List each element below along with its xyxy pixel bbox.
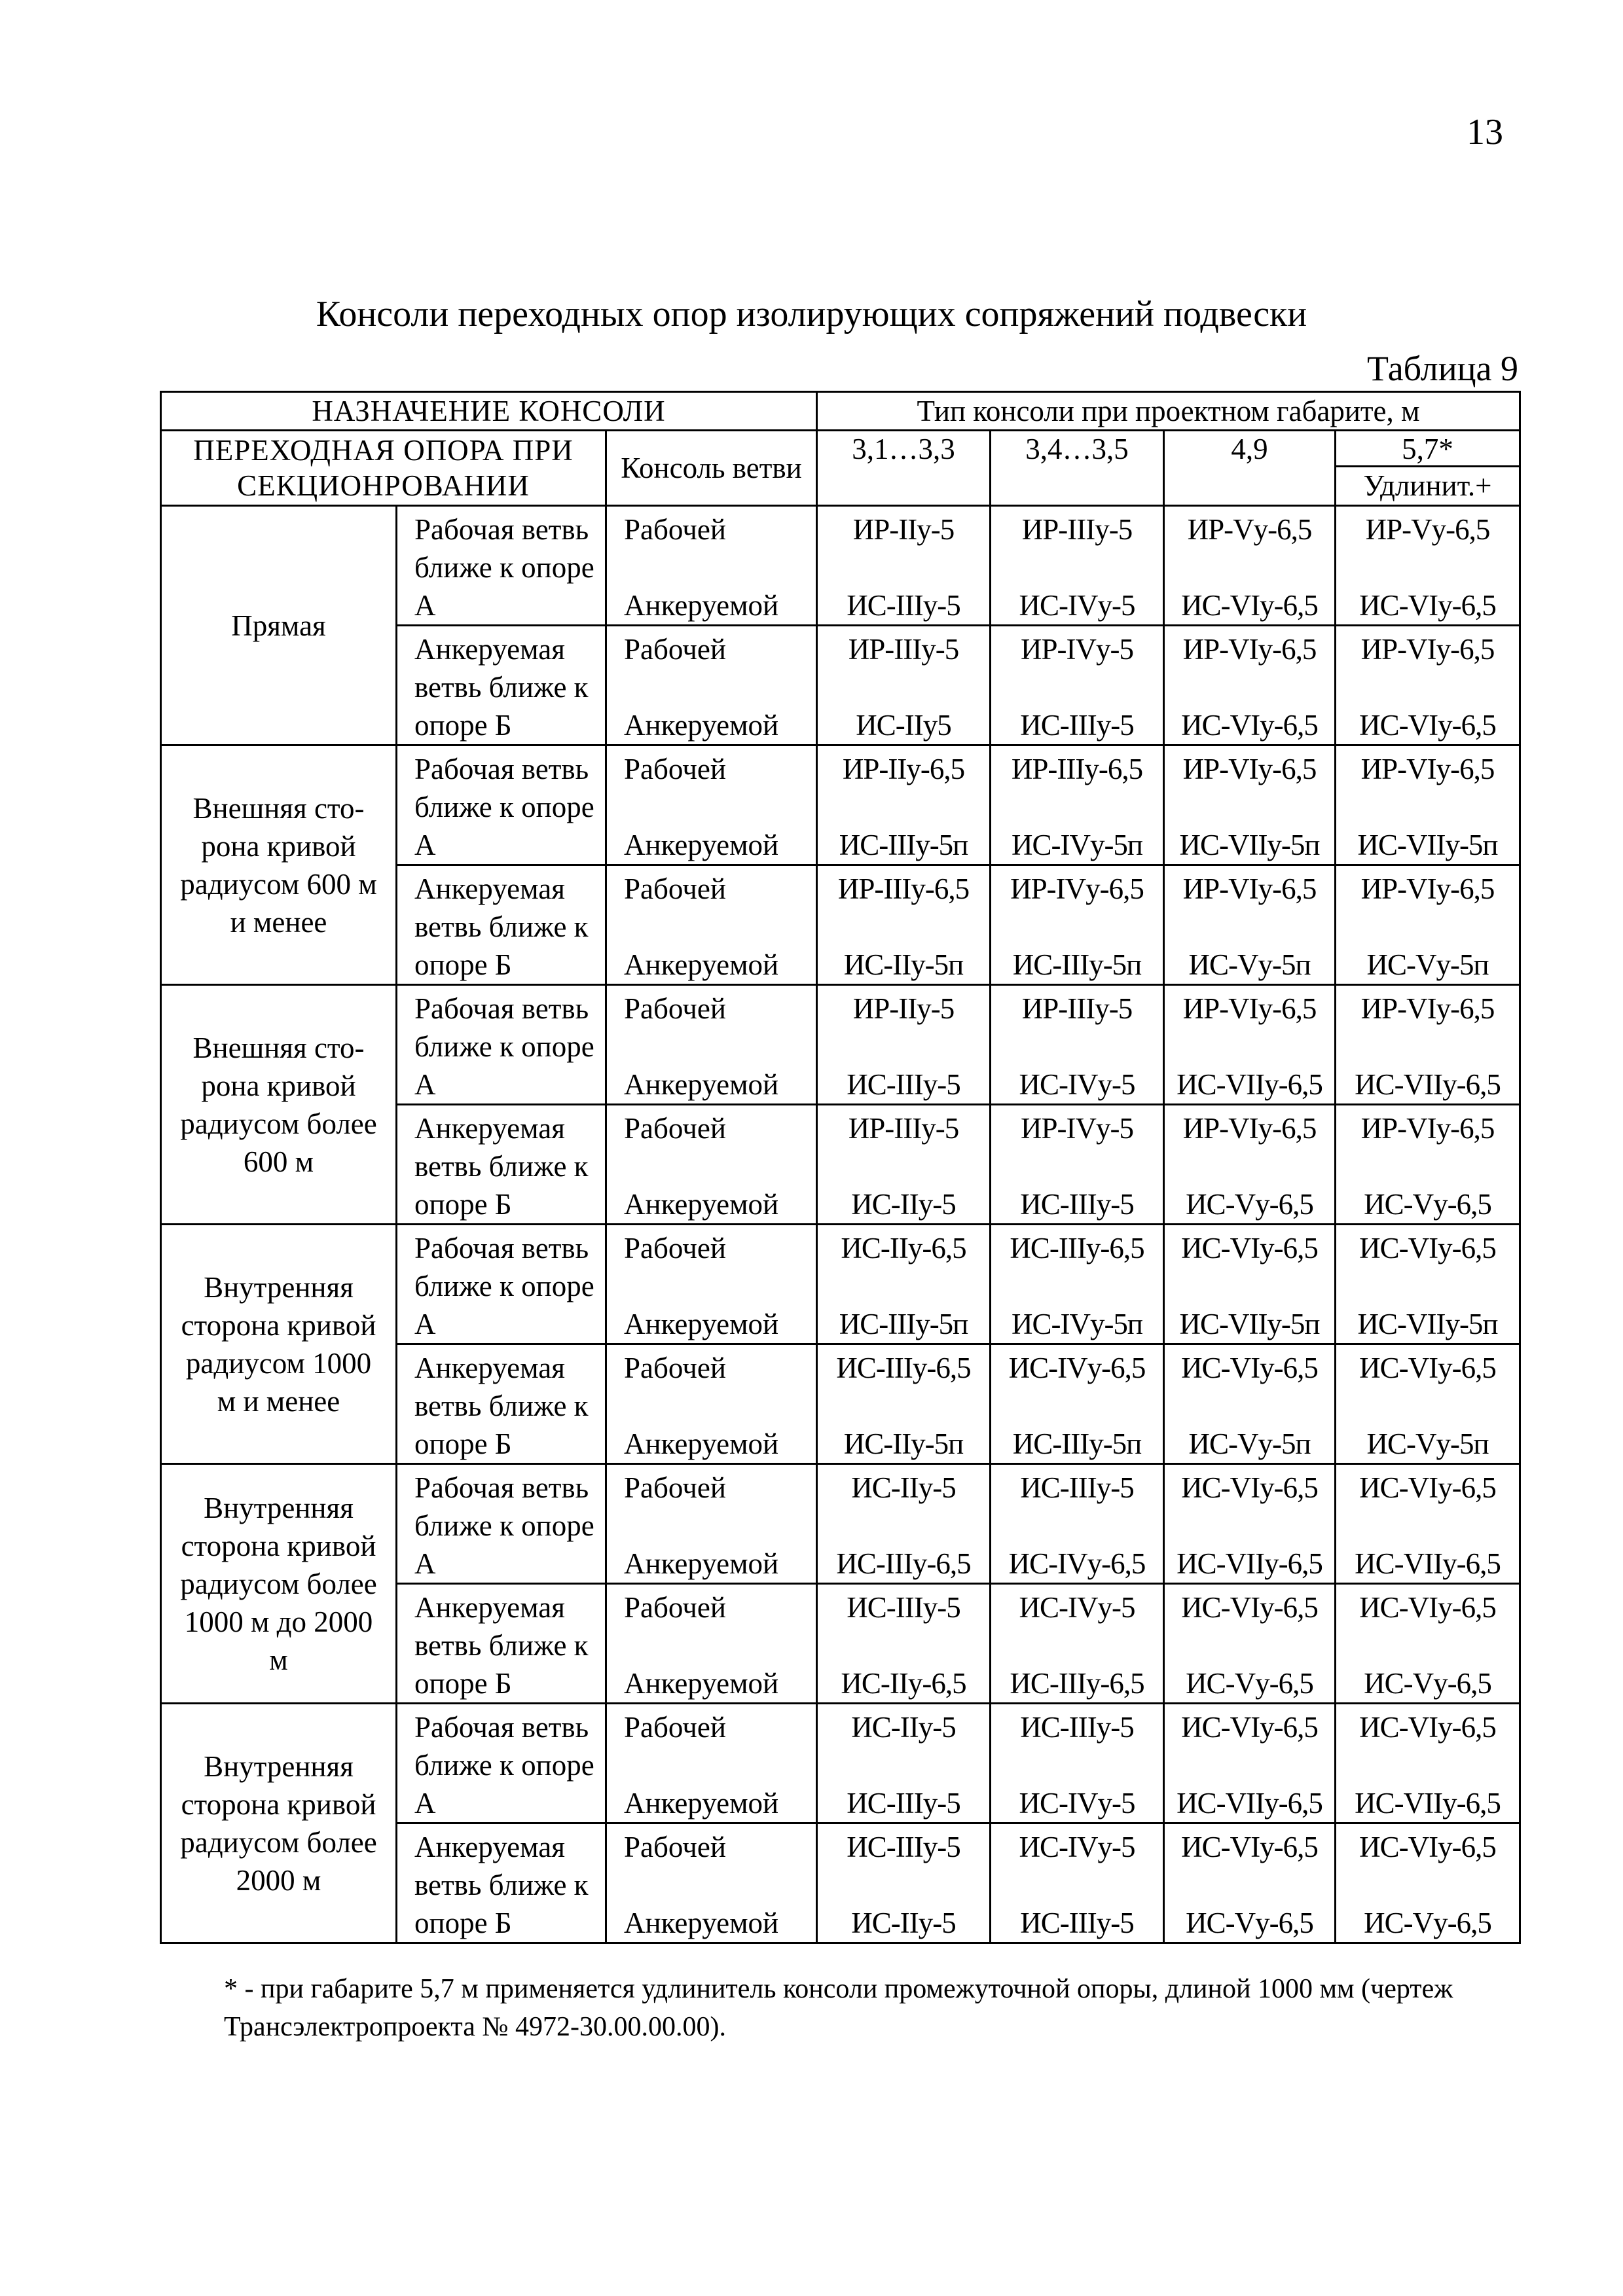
console-type-working: ИР-VIу-6,5 — [1182, 992, 1317, 1025]
console-type-cell — [1336, 985, 1520, 1105]
console-type-cell — [1336, 506, 1520, 626]
console-type-cell — [991, 1584, 1164, 1704]
console-type-working: ИС-IIу-6,5 — [841, 1232, 966, 1265]
support-location: Внутренняя сторона кривой радиусом 1000 м и менее — [181, 1270, 376, 1418]
console-type-cell — [1336, 745, 1520, 865]
table-title: Консоли переходных опор изолирующих сопряжений подвески — [316, 294, 1307, 334]
console-type-working: ИС-IIIу-5 — [847, 1591, 960, 1624]
console-type-cell — [991, 985, 1164, 1105]
console-type-cell — [1164, 626, 1336, 745]
branch-cell: Анкеруемая ветвь ближе к опоре Б — [397, 1344, 606, 1464]
footnote: * - при габарите 5,7 м применяется удлинитель консоли промежуточной опоры, длиной 1000 мм (чертеж Трансэлектропроекта № 4972-30.00.00.00). — [224, 1974, 1453, 2042]
support-location-cell — [161, 1704, 397, 1943]
console-type-working: ИР-VIу-6,5 — [1182, 753, 1317, 785]
console-type-anchored: ИС-IIу5 — [856, 709, 951, 742]
console-type-cell — [1164, 865, 1336, 985]
console-type-working: ИР-VIу-6,5 — [1360, 633, 1495, 666]
console-working: Рабочей — [624, 513, 726, 546]
console-type-cell — [1164, 1105, 1336, 1225]
branch-cell: Рабочая ветвь ближе к опоре А — [397, 1225, 606, 1344]
console-type-working: ИР-VIу-6,5 — [1182, 1112, 1317, 1145]
console-type-working: ИР-IVу-5 — [1021, 633, 1133, 666]
console-type-cell — [817, 1823, 991, 1943]
gabarit-4-header — [1336, 431, 1520, 506]
table-row — [161, 985, 1520, 1105]
branch-cell: Рабочая ветвь ближе к опоре А — [397, 745, 606, 865]
header-row-1 — [161, 392, 1520, 431]
console-type-working: ИС-VIу-6,5 — [1181, 1232, 1318, 1265]
console-type-cell — [1336, 1704, 1520, 1823]
console-working: Рабочей — [624, 872, 726, 905]
console-type-working: ИС-VIу-6,5 — [1181, 1831, 1318, 1863]
console-type-working: ИР-IIIу-5 — [848, 1112, 959, 1145]
console-type-working: ИС-VIу-6,5 — [1359, 1591, 1496, 1624]
console-type-working: ИР-IIу-5 — [852, 513, 955, 546]
console-type-cell — [991, 1225, 1164, 1344]
console-anchored: Анкеруемой — [624, 1308, 779, 1340]
console-branch-cell — [606, 985, 817, 1105]
console-type-cell — [1336, 1823, 1520, 1943]
console-working: Рабочей — [624, 1831, 726, 1863]
console-type-anchored: ИС-IIу-5 — [851, 1907, 956, 1939]
console-type-anchored: ИС-Vу-6,5 — [1364, 1907, 1491, 1939]
console-type-anchored: ИС-IVу-5п — [1011, 829, 1143, 861]
console-type-working: ИР-VIу-6,5 — [1182, 872, 1317, 905]
console-type-anchored: ИС-IIIу-5 — [847, 1787, 960, 1820]
console-branch-header: Консоль ветви — [606, 431, 817, 506]
console-type-anchored: ИС-IIIу-6,5 — [836, 1547, 971, 1580]
console-type-anchored: ИС-IVу-5 — [1019, 1068, 1135, 1101]
console-branch-cell — [606, 506, 817, 626]
console-type-cell — [1164, 1584, 1336, 1704]
console-type-anchored: ИС-VIIу-6,5 — [1176, 1547, 1322, 1580]
console-working: Рабочей — [624, 1112, 726, 1145]
console-type-working: ИС-IVу-6,5 — [1008, 1352, 1146, 1384]
type-group-header: Тип консоли при проектном габарите, м — [817, 392, 1520, 431]
table-row — [161, 745, 1520, 865]
console-type-working: ИР-IIIу-6,5 — [1011, 753, 1143, 785]
console-branch-cell — [606, 1464, 817, 1584]
console-type-cell — [817, 1704, 991, 1823]
console-type-working: ИС-VIу-6,5 — [1359, 1831, 1496, 1863]
console-anchored: Анкеруемой — [624, 1068, 779, 1101]
console-type-anchored: ИС-Vу-6,5 — [1364, 1188, 1491, 1221]
console-type-anchored: ИС-VIIу-6,5 — [1176, 1068, 1322, 1101]
console-branch-cell — [606, 1823, 817, 1943]
console-type-anchored: ИС-VIу-6,5 — [1359, 589, 1496, 622]
console-type-anchored: ИС-VIу-6,5 — [1181, 709, 1318, 742]
console-type-working: ИР-IIIу-5 — [848, 633, 959, 666]
console-type-cell — [817, 506, 991, 626]
console-type-cell — [991, 865, 1164, 985]
console-type-working: ИС-VIу-6,5 — [1181, 1591, 1318, 1624]
console-type-working: ИС-IIIу-5 — [1020, 1471, 1134, 1504]
console-type-anchored: ИС-Vу-6,5 — [1364, 1667, 1491, 1700]
purpose-header: НАЗНАЧЕНИЕ КОНСОЛИ — [161, 392, 817, 431]
console-type-cell — [817, 1464, 991, 1584]
gabarit-3-header: 4,9 — [1164, 431, 1336, 506]
console-type-working: ИР-IIу-6,5 — [842, 753, 965, 785]
support-location-cell — [161, 745, 397, 985]
console-type-cell — [817, 1344, 991, 1464]
console-type-anchored: ИС-IVу-5 — [1019, 1787, 1135, 1820]
console-type-cell — [817, 985, 991, 1105]
branch-cell: Анкеруемая ветвь ближе к опоре Б — [397, 1584, 606, 1704]
console-working: Рабочей — [624, 753, 726, 785]
console-type-anchored: ИС-IIIу-6,5 — [1010, 1667, 1144, 1700]
console-type-cell — [991, 1105, 1164, 1225]
console-type-anchored: ИС-VIIу-6,5 — [1355, 1068, 1501, 1101]
console-type-cell — [1164, 745, 1336, 865]
console-branch-cell — [606, 1344, 817, 1464]
console-working: Рабочей — [624, 1352, 726, 1384]
console-anchored: Анкеруемой — [624, 1427, 779, 1460]
console-type-anchored: ИС-Vу-5п — [1188, 1427, 1311, 1460]
console-type-cell — [1336, 1584, 1520, 1704]
console-type-cell — [1164, 1344, 1336, 1464]
console-type-working: ИС-IIу-5 — [851, 1711, 956, 1744]
header-row-2 — [161, 431, 1520, 506]
console-type-working: ИР-Vу-6,5 — [1365, 513, 1490, 546]
console-type-cell — [1336, 1464, 1520, 1584]
console-type-working: ИР-IVу-6,5 — [1010, 872, 1144, 905]
console-branch-cell — [606, 626, 817, 745]
console-type-cell — [991, 1823, 1164, 1943]
table-row — [161, 1704, 1520, 1823]
console-branch-cell — [606, 1584, 817, 1704]
console-type-anchored: ИС-IIу-5 — [851, 1188, 956, 1221]
console-type-anchored: ИС-IVу-5 — [1019, 589, 1135, 622]
table-row — [161, 1225, 1520, 1344]
console-type-working: ИР-Vу-6,5 — [1187, 513, 1312, 546]
console-type-working: ИР-IIIу-6,5 — [837, 872, 970, 905]
console-type-anchored: ИС-VIIу-6,5 — [1355, 1547, 1501, 1580]
console-type-anchored: ИС-IIу-5п — [843, 1427, 964, 1460]
page-number: 13 — [1467, 112, 1503, 152]
console-type-cell — [1164, 1823, 1336, 1943]
console-type-anchored: ИС-Vу-6,5 — [1186, 1667, 1313, 1700]
console-type-working: ИС-IIIу-6,5 — [836, 1352, 971, 1384]
console-anchored: Анкеруемой — [624, 589, 779, 622]
console-working: Рабочей — [624, 633, 726, 666]
console-type-cell — [991, 506, 1164, 626]
console-type-anchored: ИС-IVу-6,5 — [1008, 1547, 1146, 1580]
console-type-cell — [1336, 865, 1520, 985]
console-type-working: ИС-IVу-5 — [1019, 1831, 1135, 1863]
gabarit-4-value: 5,7* — [1336, 433, 1519, 467]
console-type-cell — [1164, 1464, 1336, 1584]
branch-cell: Рабочая ветвь ближе к опоре А — [397, 985, 606, 1105]
transitional-header: ПЕРЕХОДНАЯ ОПОРА ПРИ СЕКЦИОНРОВАНИИ — [161, 431, 606, 506]
console-type-cell — [817, 626, 991, 745]
console-working: Рабочей — [624, 1711, 726, 1744]
console-type-anchored: ИС-VIIу-5п — [1357, 829, 1498, 861]
console-type-working: ИС-IIIу-5 — [847, 1831, 960, 1863]
console-type-anchored: ИС-VIу-6,5 — [1181, 589, 1318, 622]
console-type-anchored: ИС-IIIу-5п — [1012, 948, 1142, 981]
console-type-anchored: ИС-VIIу-5п — [1179, 829, 1320, 861]
console-type-cell — [817, 1225, 991, 1344]
console-type-cell — [1336, 626, 1520, 745]
branch-cell: Рабочая ветвь ближе к опоре А — [397, 1704, 606, 1823]
console-branch-cell — [606, 1704, 817, 1823]
console-type-anchored: ИС-VIу-6,5 — [1359, 709, 1496, 742]
console-type-anchored: ИС-IIIу-5п — [839, 829, 968, 861]
console-type-cell — [1336, 1105, 1520, 1225]
console-type-anchored: ИС-VIIу-5п — [1357, 1308, 1498, 1340]
console-type-cell — [991, 1704, 1164, 1823]
console-type-working: ИС-VIу-6,5 — [1359, 1232, 1496, 1265]
console-type-working: ИР-IIIу-5 — [1021, 992, 1133, 1025]
console-type-cell — [1164, 506, 1336, 626]
console-type-cell — [817, 1584, 991, 1704]
console-type-anchored: ИС-VIIу-6,5 — [1176, 1787, 1322, 1820]
console-type-anchored: ИС-Vу-5п — [1366, 1427, 1489, 1460]
console-anchored: Анкеруемой — [624, 1188, 779, 1221]
support-location: Внешняя сто-рона кривой радиусом 600 м и менее — [180, 791, 377, 939]
support-location-cell — [161, 1464, 397, 1704]
console-type-anchored: ИС-IVу-5п — [1011, 1308, 1143, 1340]
console-type-cell — [1164, 985, 1336, 1105]
support-location: Внутренняя сторона кривой радиусом более 1000 м до 2000 м — [180, 1491, 377, 1676]
table-row — [161, 506, 1520, 626]
console-type-working: ИР-IVу-5 — [1021, 1112, 1133, 1145]
console-type-anchored: ИС-IIу-5п — [843, 948, 964, 981]
console-type-cell — [991, 745, 1164, 865]
console-type-working: ИР-IIIу-5 — [1021, 513, 1133, 546]
console-type-anchored: ИС-IIIу-5 — [1020, 709, 1134, 742]
console-type-working: ИР-VIу-6,5 — [1360, 753, 1495, 785]
console-type-cell — [991, 1464, 1164, 1584]
branch-cell: Анкеруемая ветвь ближе к опоре Б — [397, 865, 606, 985]
console-type-anchored: ИС-IIIу-5 — [1020, 1907, 1134, 1939]
console-type-cell — [817, 865, 991, 985]
console-branch-cell — [606, 1105, 817, 1225]
console-table — [160, 391, 1521, 1944]
console-type-anchored: ИС-Vу-6,5 — [1186, 1188, 1313, 1221]
console-type-anchored: ИС-IIу-6,5 — [841, 1667, 966, 1700]
console-type-anchored: ИС-IIIу-5п — [1012, 1427, 1142, 1460]
console-branch-cell — [606, 745, 817, 865]
console-type-anchored: ИС-VIIу-5п — [1179, 1308, 1320, 1340]
console-type-anchored: ИС-VIIу-6,5 — [1355, 1787, 1501, 1820]
console-type-anchored: ИС-Vу-5п — [1366, 948, 1489, 981]
console-working: Рабочей — [624, 992, 726, 1025]
console-type-working: ИС-VIу-6,5 — [1181, 1352, 1318, 1384]
console-type-working: ИС-VIу-6,5 — [1181, 1711, 1318, 1744]
console-working: Рабочей — [624, 1471, 726, 1504]
branch-cell: Анкеруемая ветвь ближе к опоре Б — [397, 626, 606, 745]
console-anchored: Анкеруемой — [624, 709, 779, 742]
console-branch-cell — [606, 865, 817, 985]
console-anchored: Анкеруемой — [624, 1547, 779, 1580]
console-type-working: ИС-IVу-5 — [1019, 1591, 1135, 1624]
console-type-anchored: ИС-IIIу-5 — [1020, 1188, 1134, 1221]
console-type-working: ИС-VIу-6,5 — [1181, 1471, 1318, 1504]
console-type-cell — [1164, 1225, 1336, 1344]
console-type-cell — [817, 745, 991, 865]
console-type-working: ИС-IIу-5 — [851, 1471, 956, 1504]
console-type-anchored: ИС-IIIу-5 — [847, 589, 960, 622]
table-row — [161, 1464, 1520, 1584]
table-label: Таблица 9 — [1367, 349, 1518, 388]
gabarit-2-header: 3,4…3,5 — [991, 431, 1164, 506]
console-type-working: ИС-VIу-6,5 — [1359, 1711, 1496, 1744]
console-anchored: Анкеруемой — [624, 1787, 779, 1820]
console-type-working: ИС-VIу-6,5 — [1359, 1352, 1496, 1384]
console-type-anchored: ИС-Vу-6,5 — [1186, 1907, 1313, 1939]
support-location-cell — [161, 985, 397, 1225]
console-working: Рабочей — [624, 1591, 726, 1624]
console-branch-cell — [606, 1225, 817, 1344]
console-type-anchored: ИС-IIIу-5 — [847, 1068, 960, 1101]
console-anchored: Анкеруемой — [624, 948, 779, 981]
console-type-anchored: ИС-IIIу-5п — [839, 1308, 968, 1340]
console-type-working: ИР-VIу-6,5 — [1360, 872, 1495, 905]
console-anchored: Анкеруемой — [624, 829, 779, 861]
console-type-working: ИР-VIу-6,5 — [1360, 1112, 1495, 1145]
console-type-working: ИС-IIIу-5 — [1020, 1711, 1134, 1744]
console-type-cell — [817, 1105, 991, 1225]
console-type-working: ИС-IIIу-6,5 — [1010, 1232, 1144, 1265]
support-location-cell — [161, 1225, 397, 1464]
support-location: Прямая — [231, 609, 326, 642]
console-type-cell — [991, 626, 1164, 745]
console-type-cell — [1336, 1344, 1520, 1464]
console-type-working: ИР-VIу-6,5 — [1182, 633, 1317, 666]
console-type-cell — [1164, 1704, 1336, 1823]
console-working: Рабочей — [624, 1232, 726, 1265]
extension-label: Удлинит.+ — [1363, 469, 1492, 502]
console-type-working: ИР-VIу-6,5 — [1360, 992, 1495, 1025]
console-type-anchored: ИС-Vу-5п — [1188, 948, 1311, 981]
gabarit-1-header: 3,1…3,3 — [817, 431, 991, 506]
branch-cell: Анкеруемая ветвь ближе к опоре Б — [397, 1823, 606, 1943]
branch-cell: Рабочая ветвь ближе к опоре А — [397, 1464, 606, 1584]
console-anchored: Анкеруемой — [624, 1667, 779, 1700]
support-location-cell — [161, 506, 397, 745]
support-location: Внешняя сто-рона кривой радиусом более 600 м — [180, 1031, 377, 1178]
console-type-cell — [1336, 1225, 1520, 1344]
console-type-working: ИР-IIу-5 — [852, 992, 955, 1025]
support-location: Внутренняя сторона кривой радиусом более 2000 м — [180, 1749, 377, 1897]
console-type-working: ИС-VIу-6,5 — [1359, 1471, 1496, 1504]
console-type-cell — [991, 1344, 1164, 1464]
branch-cell: Анкеруемая ветвь ближе к опоре Б — [397, 1105, 606, 1225]
console-anchored: Анкеруемой — [624, 1907, 779, 1939]
branch-cell: Рабочая ветвь ближе к опоре А — [397, 506, 606, 626]
